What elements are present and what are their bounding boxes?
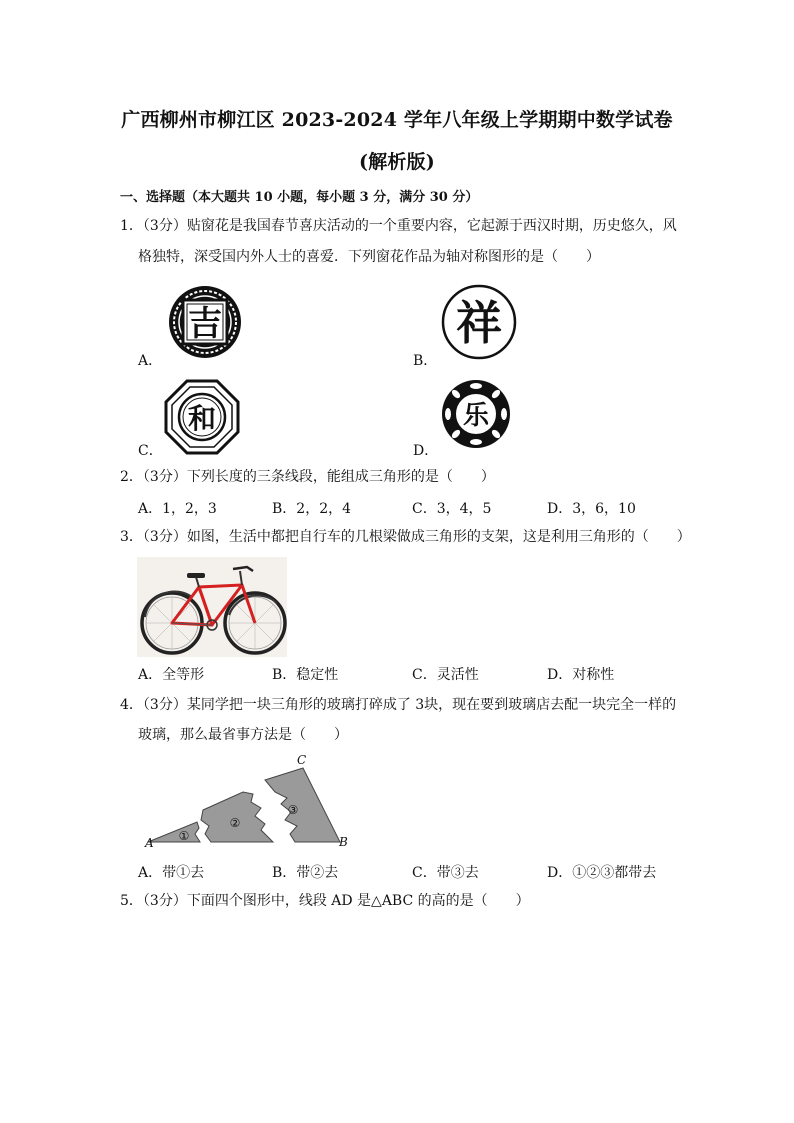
window-flower-le-image bbox=[440, 378, 512, 450]
le-glyph: 乐 bbox=[462, 401, 490, 431]
section-heading: 一、选择题（本大题共 10 小题，每小题 3 分，满分 30 分） bbox=[120, 190, 479, 205]
question-4-option-a: A．带①去 bbox=[138, 865, 205, 881]
question-3-option-d: D．对称性 bbox=[547, 667, 615, 683]
question-4-option-c: C．带③去 bbox=[412, 865, 479, 881]
xiang-glyph: 祥 bbox=[456, 296, 502, 350]
question-3-option-b: B．稳定性 bbox=[272, 667, 339, 683]
piece-3-label: ③ bbox=[287, 803, 299, 817]
question-4-option-b: B．带②去 bbox=[272, 865, 339, 881]
page-subtitle: (解析版) bbox=[359, 151, 435, 173]
he-glyph: 和 bbox=[187, 402, 217, 435]
page-title: 广西柳州市柳江区 2023-2024 学年八年级上学期期中数学试卷 bbox=[121, 109, 673, 131]
question-2-option-a: A．1，2，3 bbox=[138, 501, 217, 517]
piece-2-label: ② bbox=[229, 816, 241, 830]
question-2-option-b: B．2，2，4 bbox=[272, 501, 352, 517]
bicycle-image bbox=[137, 557, 287, 657]
question-1-option-c: C． bbox=[138, 443, 163, 459]
question-4-line-2: 玻璃，那么最省事方法是（ ） bbox=[138, 727, 348, 743]
ji-glyph: 吉 bbox=[188, 304, 222, 344]
vertex-b-label: B bbox=[339, 835, 348, 849]
question-2-option-d: D．3，6，10 bbox=[547, 501, 636, 517]
question-3-option-c: C．灵活性 bbox=[412, 667, 479, 683]
vertex-c-label: C bbox=[297, 753, 307, 767]
window-flower-ji-image bbox=[165, 285, 245, 360]
question-2-option-c: C．3，4，5 bbox=[412, 501, 492, 517]
question-4-line-1: 4．（3分）某同学把一块三角形的玻璃打碎成了 3块，现在要到玻璃店去配一块完全一样的 bbox=[120, 697, 677, 713]
window-flower-he-image bbox=[165, 380, 239, 454]
question-5-line-1: 5．（3分）下面四个图形中，线段 AD 是△ABC 的高的是（ ） bbox=[120, 893, 530, 909]
question-1-line-2: 格独特，深受国内外人士的喜爱．下列窗花作品为轴对称图形的是（ ） bbox=[138, 249, 600, 265]
question-2-line-1: 2．（3分）下列长度的三条线段，能组成三角形的是（ ） bbox=[120, 469, 495, 485]
question-3-option-a: A．全等形 bbox=[138, 667, 205, 683]
question-1-option-a: A． bbox=[138, 353, 163, 369]
piece-1-label: ① bbox=[178, 829, 190, 843]
question-1-option-d: D． bbox=[413, 443, 439, 459]
broken-glass-figure bbox=[135, 750, 360, 850]
vertex-a-label: A bbox=[145, 836, 154, 850]
window-flower-xiang-image bbox=[440, 285, 518, 360]
question-3-line-1: 3．（3分）如图，生活中都把自行车的几根梁做成三角形的支架，这是利用三角形的（ ） bbox=[120, 529, 691, 545]
question-4-option-d: D．①②③都带去 bbox=[547, 865, 657, 881]
question-1-option-b: B． bbox=[413, 353, 438, 369]
question-1-line-1: 1．（3分）贴窗花是我国春节喜庆活动的一个重要内容，它起源于西汉时期，历史悠久，风 bbox=[120, 218, 677, 234]
